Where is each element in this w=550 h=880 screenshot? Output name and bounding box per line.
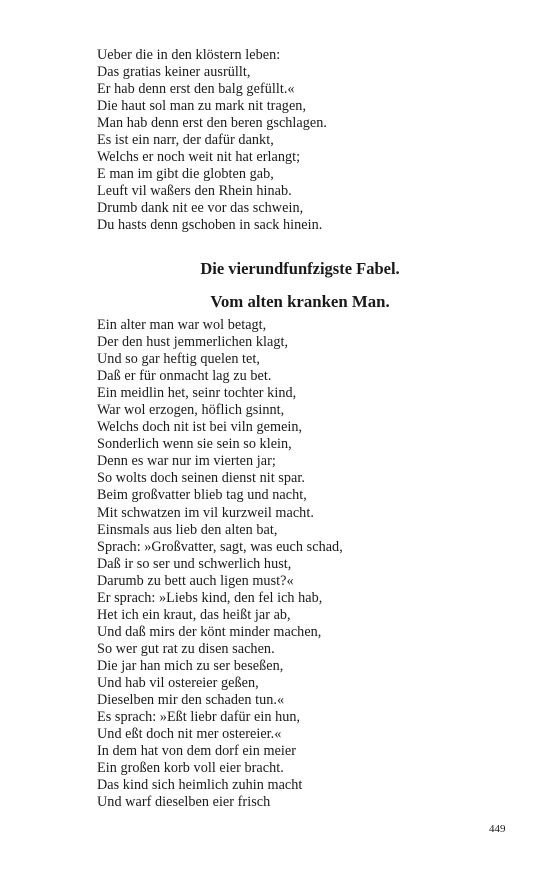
verse-line: Darumb zu bett auch ligen must?« (97, 572, 294, 589)
verse-line: Du hasts denn gschoben in sack hinein. (97, 217, 323, 234)
verse-line: Beim großvatter blieb tag und nacht, (97, 487, 307, 504)
verse-line: Dieselben mir den schaden tun.« (97, 692, 285, 709)
verse-line: Und warf dieselben eier frisch (97, 794, 271, 811)
verse-line: Er hab denn erst den balg gefüllt.« (97, 81, 295, 98)
page-number: 449 (489, 823, 506, 835)
verse-line: Die haut sol man zu mark nit tragen, (97, 98, 307, 115)
verse-line: Drumb dank nit ee vor das schwein, (97, 200, 304, 217)
verse-line: War wol erzogen, höflich gsinnt, (97, 402, 285, 419)
verse-line: Leuft vil waßers den Rhein hinab. (97, 183, 292, 200)
verse-line: Und eßt doch nit mer ostereier.« (97, 726, 282, 743)
verse-line: Es sprach: »Eßt liebr dafür ein hun, (97, 709, 301, 726)
verse-line: Daß ir so ser und schwerlich hust, (97, 555, 292, 572)
verse-line: Und so gar heftig quelen tet, (97, 351, 260, 368)
verse-line: Welchs er noch weit nit hat erlangt; (97, 149, 301, 166)
verse-line: In dem hat von dem dorf ein meier (97, 743, 297, 760)
verse-line: E man im gibt die globten gab, (97, 166, 274, 183)
verse-line: Denn es war nur im vierten jar; (97, 453, 276, 470)
verse-line: So wolts doch seinen dienst nit spar. (97, 470, 305, 487)
verse-block-main (97, 317, 343, 811)
fable-subtitle: Vom alten kranken Man. (210, 292, 390, 311)
verse-line: Ein meidlin het, seinr tochter kind, (97, 385, 297, 402)
verse-line: Sprach: »Großvatter, sagt, was euch schad, (97, 538, 343, 555)
verse-line: Und hab vil ostereier geßen, (97, 674, 259, 691)
verse-line: Man hab denn erst den beren gschlagen. (97, 115, 328, 132)
verse-line: Einsmals aus lieb den alten bat, (97, 521, 278, 538)
verse-line: Daß er für onmacht lag zu bet. (97, 368, 272, 385)
verse-line: Het ich ein kraut, das heißt jar ab, (97, 606, 291, 623)
verse-line: So wer gut rat zu disen sachen. (97, 640, 275, 657)
verse-line: Er sprach: »Liebs kind, den fel ich hab, (97, 589, 323, 606)
verse-line: Ein alter man war wol betagt, (97, 317, 267, 333)
fable-title: Die vierundfunfzigste Fabel. (200, 259, 400, 278)
verse-line: Der den hust jemmerlichen klagt, (97, 334, 289, 351)
verse-block-top (97, 47, 327, 235)
verse-line: Die jar han mich zu ser beseßen, (97, 657, 284, 674)
verse-line: Ueber die in den klöstern leben: (97, 47, 281, 63)
verse-line: Sonderlich wenn sie sein so klein, (97, 436, 292, 453)
verse-line: Mit schwatzen im vil kurzweil macht. (97, 504, 314, 521)
verse-line: Welchs doch nit ist bei viln gemein, (97, 419, 303, 436)
verse-line: Das kind sich heimlich zuhin macht (97, 777, 303, 794)
verse-line: Das gratias keiner ausrüllt, (97, 64, 251, 81)
verse-line: Ein großen korb voll eier bracht. (97, 760, 284, 777)
verse-line: Und daß mirs der könt minder machen, (97, 623, 322, 640)
verse-line: Es ist ein narr, der dafür dankt, (97, 132, 274, 149)
